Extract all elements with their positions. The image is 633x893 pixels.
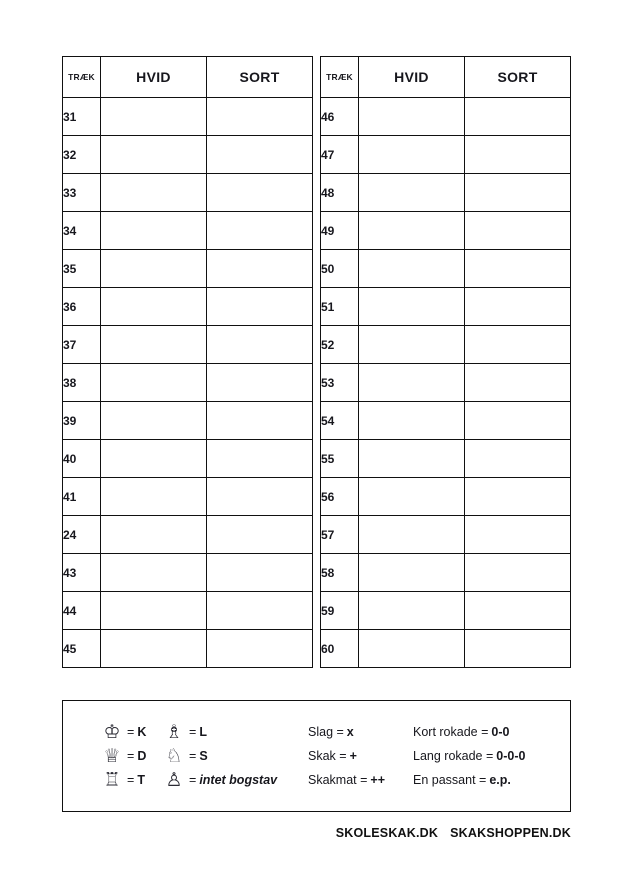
table-row bbox=[63, 136, 313, 174]
black-move-cell[interactable] bbox=[465, 440, 571, 478]
legend-term: En passant = bbox=[413, 773, 487, 787]
legend-piece-row bbox=[101, 721, 163, 743]
table-header-row bbox=[321, 57, 571, 98]
white-move-cell[interactable] bbox=[101, 174, 207, 212]
white-move-cell[interactable] bbox=[101, 402, 207, 440]
black-move-cell[interactable] bbox=[465, 326, 571, 364]
black-move-cell[interactable] bbox=[465, 364, 571, 402]
header-white: HVID bbox=[101, 57, 207, 98]
table-header-row bbox=[63, 57, 313, 98]
header-white: HVID bbox=[359, 57, 465, 98]
table-row bbox=[63, 592, 313, 630]
table-row bbox=[63, 516, 313, 554]
black-move-cell[interactable] bbox=[465, 592, 571, 630]
legend-symbol: + bbox=[349, 749, 357, 763]
move-number-cell: 53 bbox=[321, 364, 359, 402]
move-number-cell: 37 bbox=[63, 326, 101, 364]
black-move-cell[interactable] bbox=[207, 326, 313, 364]
legend-column-notation-left bbox=[308, 721, 413, 791]
move-table-right bbox=[320, 56, 571, 668]
black-move-cell[interactable] bbox=[465, 136, 571, 174]
table-row bbox=[63, 174, 313, 212]
move-number-cell: 60 bbox=[321, 630, 359, 668]
table-row bbox=[63, 288, 313, 326]
table-row bbox=[321, 554, 571, 592]
move-number-cell: 58 bbox=[321, 554, 359, 592]
white-move-cell[interactable] bbox=[359, 98, 465, 136]
move-number-cell: 49 bbox=[321, 212, 359, 250]
legend-piece-row bbox=[101, 769, 163, 791]
footer-link[interactable]: SKOLESKAK.DK bbox=[335, 826, 439, 840]
legend-term: Lang rokade = bbox=[413, 749, 494, 763]
equals-sign: = bbox=[189, 749, 197, 763]
legend-column-notation-right bbox=[413, 721, 525, 791]
move-table-left-body bbox=[63, 98, 313, 668]
table-row bbox=[321, 516, 571, 554]
black-move-cell[interactable] bbox=[465, 250, 571, 288]
black-move-cell[interactable] bbox=[465, 174, 571, 212]
scoresheet-tables bbox=[62, 56, 571, 668]
legend-piece-letter: S bbox=[199, 749, 208, 763]
table-row bbox=[63, 250, 313, 288]
table-row bbox=[321, 402, 571, 440]
table-row bbox=[321, 174, 571, 212]
move-number-cell: 47 bbox=[321, 136, 359, 174]
header-black: SORT bbox=[207, 57, 313, 98]
black-move-cell[interactable] bbox=[207, 630, 313, 668]
table-row bbox=[63, 364, 313, 402]
white-move-cell[interactable] bbox=[101, 630, 207, 668]
move-number-cell: 31 bbox=[63, 98, 101, 136]
white-move-cell[interactable] bbox=[101, 136, 207, 174]
white-move-cell[interactable] bbox=[101, 212, 207, 250]
table-row bbox=[321, 440, 571, 478]
move-number-cell: 39 bbox=[63, 402, 101, 440]
move-number-cell: 56 bbox=[321, 478, 359, 516]
black-move-cell[interactable] bbox=[207, 288, 313, 326]
table-row bbox=[321, 326, 571, 364]
move-number-cell: 34 bbox=[63, 212, 101, 250]
move-number-cell: 40 bbox=[63, 440, 101, 478]
legend-term: Skak = bbox=[308, 749, 347, 763]
white-move-cell[interactable] bbox=[101, 364, 207, 402]
header-move-number: TRÆK bbox=[63, 57, 101, 98]
move-number-cell: 52 bbox=[321, 326, 359, 364]
black-move-cell[interactable] bbox=[207, 592, 313, 630]
footer-links bbox=[0, 826, 571, 840]
white-move-cell[interactable] bbox=[101, 98, 207, 136]
black-move-cell[interactable] bbox=[465, 516, 571, 554]
legend-piece-letter: T bbox=[137, 773, 145, 787]
move-number-cell: 51 bbox=[321, 288, 359, 326]
white-move-cell[interactable] bbox=[359, 554, 465, 592]
legend-piece-row bbox=[163, 721, 308, 743]
move-number-cell: 33 bbox=[63, 174, 101, 212]
legend-symbol: 0-0-0 bbox=[496, 749, 526, 763]
move-number-cell: 36 bbox=[63, 288, 101, 326]
black-move-cell[interactable] bbox=[207, 478, 313, 516]
black-move-cell[interactable] bbox=[207, 402, 313, 440]
legend-grid bbox=[101, 721, 525, 791]
table-row bbox=[321, 592, 571, 630]
table-row bbox=[63, 402, 313, 440]
legend-piece-row bbox=[101, 745, 163, 767]
legend-notation-row bbox=[308, 745, 413, 767]
white-move-cell[interactable] bbox=[359, 364, 465, 402]
equals-sign: = bbox=[189, 773, 197, 787]
notation-legend bbox=[62, 700, 571, 812]
table-row bbox=[63, 554, 313, 592]
white-move-cell[interactable] bbox=[101, 288, 207, 326]
black-move-cell[interactable] bbox=[465, 402, 571, 440]
legend-piece-row bbox=[163, 745, 308, 767]
legend-piece-letter: D bbox=[137, 749, 147, 763]
legend-symbol: x bbox=[346, 725, 354, 739]
white-move-cell[interactable] bbox=[359, 402, 465, 440]
table-row bbox=[63, 478, 313, 516]
equals-sign: = bbox=[189, 725, 197, 739]
white-move-cell[interactable] bbox=[359, 516, 465, 554]
white-move-cell[interactable] bbox=[359, 592, 465, 630]
table-row bbox=[63, 98, 313, 136]
legend-symbol: ++ bbox=[370, 773, 386, 787]
move-number-cell: 32 bbox=[63, 136, 101, 174]
white-move-cell[interactable] bbox=[101, 326, 207, 364]
black-move-cell[interactable] bbox=[207, 250, 313, 288]
equals-sign: = bbox=[127, 725, 135, 739]
legend-piece-letter: L bbox=[199, 725, 207, 739]
legend-column-pieces-left bbox=[101, 721, 163, 791]
legend-piece-letter: K bbox=[137, 725, 147, 739]
white-move-cell[interactable] bbox=[359, 250, 465, 288]
equals-sign: = bbox=[127, 773, 135, 787]
white-move-cell[interactable] bbox=[101, 592, 207, 630]
move-number-cell: 59 bbox=[321, 592, 359, 630]
equals-sign: = bbox=[127, 749, 135, 763]
legend-piece-letter: intet bogstav bbox=[199, 773, 278, 787]
white-move-cell[interactable] bbox=[359, 478, 465, 516]
white-move-cell[interactable] bbox=[101, 478, 207, 516]
black-move-cell[interactable] bbox=[207, 440, 313, 478]
move-number-cell: 24 bbox=[63, 516, 101, 554]
black-move-cell[interactable] bbox=[465, 212, 571, 250]
white-move-cell[interactable] bbox=[101, 250, 207, 288]
legend-symbol: e.p. bbox=[489, 773, 511, 787]
white-queen-icon: ♕ bbox=[103, 745, 121, 767]
white-pawn-icon: ♙ bbox=[165, 769, 183, 791]
black-move-cell[interactable] bbox=[207, 98, 313, 136]
white-king-icon: ♔ bbox=[103, 721, 121, 743]
table-row bbox=[63, 326, 313, 364]
white-move-cell[interactable] bbox=[359, 136, 465, 174]
black-move-cell[interactable] bbox=[465, 554, 571, 592]
legend-notation-row bbox=[413, 745, 525, 767]
legend-term: Kort rokade = bbox=[413, 725, 489, 739]
footer-link[interactable]: SKAKSHOPPEN.DK bbox=[450, 826, 571, 840]
black-move-cell[interactable] bbox=[465, 630, 571, 668]
black-move-cell[interactable] bbox=[207, 364, 313, 402]
table-row bbox=[63, 630, 313, 668]
white-move-cell[interactable] bbox=[101, 440, 207, 478]
header-move-number: TRÆK bbox=[321, 57, 359, 98]
table-row bbox=[63, 440, 313, 478]
move-number-cell: 43 bbox=[63, 554, 101, 592]
black-move-cell[interactable] bbox=[207, 554, 313, 592]
move-number-cell: 57 bbox=[321, 516, 359, 554]
white-move-cell[interactable] bbox=[359, 288, 465, 326]
legend-notation-row bbox=[413, 721, 525, 743]
legend-notation-row bbox=[308, 721, 413, 743]
white-bishop-icon: ♗ bbox=[165, 721, 183, 743]
black-move-cell[interactable] bbox=[207, 212, 313, 250]
table-row bbox=[321, 212, 571, 250]
table-row bbox=[321, 630, 571, 668]
move-number-cell: 44 bbox=[63, 592, 101, 630]
legend-term: Slag = bbox=[308, 725, 344, 739]
table-row bbox=[321, 98, 571, 136]
legend-piece-row bbox=[163, 769, 308, 791]
white-move-cell[interactable] bbox=[359, 630, 465, 668]
move-number-cell: 41 bbox=[63, 478, 101, 516]
legend-column-pieces-right bbox=[163, 721, 308, 791]
white-move-cell[interactable] bbox=[359, 326, 465, 364]
black-move-cell[interactable] bbox=[465, 478, 571, 516]
header-black: SORT bbox=[465, 57, 571, 98]
move-number-cell: 38 bbox=[63, 364, 101, 402]
legend-term: Skakmat = bbox=[308, 773, 368, 787]
black-move-cell[interactable] bbox=[207, 136, 313, 174]
white-move-cell[interactable] bbox=[359, 212, 465, 250]
table-row bbox=[321, 136, 571, 174]
table-row bbox=[321, 288, 571, 326]
table-row bbox=[321, 478, 571, 516]
move-number-cell: 35 bbox=[63, 250, 101, 288]
black-move-cell[interactable] bbox=[207, 516, 313, 554]
black-move-cell[interactable] bbox=[207, 174, 313, 212]
legend-notation-row bbox=[413, 769, 525, 791]
move-number-cell: 50 bbox=[321, 250, 359, 288]
legend-notation-row bbox=[308, 769, 413, 791]
move-number-cell: 46 bbox=[321, 98, 359, 136]
move-table-left bbox=[62, 56, 313, 668]
black-move-cell[interactable] bbox=[465, 98, 571, 136]
move-number-cell: 45 bbox=[63, 630, 101, 668]
white-move-cell[interactable] bbox=[101, 554, 207, 592]
move-number-cell: 48 bbox=[321, 174, 359, 212]
table-row bbox=[321, 364, 571, 402]
white-knight-icon: ♘ bbox=[165, 745, 183, 767]
move-table-right-body bbox=[321, 98, 571, 668]
table-row bbox=[321, 250, 571, 288]
move-number-cell: 55 bbox=[321, 440, 359, 478]
table-row bbox=[63, 212, 313, 250]
move-number-cell: 54 bbox=[321, 402, 359, 440]
legend-symbol: 0-0 bbox=[491, 725, 510, 739]
white-move-cell[interactable] bbox=[101, 516, 207, 554]
black-move-cell[interactable] bbox=[465, 288, 571, 326]
white-move-cell[interactable] bbox=[359, 440, 465, 478]
white-move-cell[interactable] bbox=[359, 174, 465, 212]
white-rook-icon: ♖ bbox=[103, 769, 121, 791]
